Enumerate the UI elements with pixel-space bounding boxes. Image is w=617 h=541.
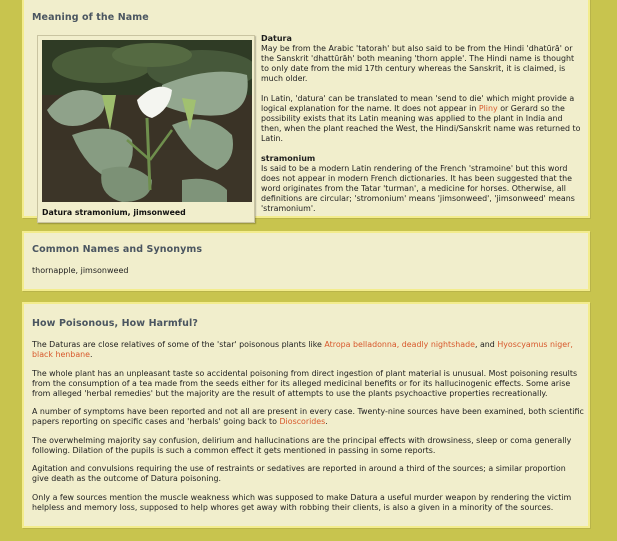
hyoscyamus-link[interactable]: Hyoscyamus niger, black henbane <box>32 340 573 359</box>
poison-paragraph-2: The whole plant has an unpleasant taste so accidental poisoning from direct ingestion of plant material is unusual. Most poisoning results from the consumption of a tea made from the seeds either for its alleged medicinal benefits or for its hallucinogenic effects. Some arise from alleged 'herbal remedies' but the majority are the result of attempts to use the plants psychoactive properties recreationally. <box>32 368 578 398</box>
stramonium-heading: stramonium <box>261 154 316 163</box>
text: or Gerard so the possibility exists that its Latin meaning was applied to the plant in India and then, when the plant reached the West, the Hindi/Sanskrit name was returned to Latin. <box>261 104 581 143</box>
text: . <box>325 417 328 426</box>
text: . <box>90 350 93 359</box>
datura-paragraph-1: May be from the Arabic 'tatorah' but also said to be from the Hindi 'dhatūrā' or the Sanskrit 'dhattūrāh' both meaning 'thorn apple'. The Hindi name is thought to only date from the mid 17th century whereas the Sanskrit, it is claimed, is much older. <box>261 44 575 83</box>
synonyms-text: thornapple, jimsonweed <box>32 266 129 275</box>
poison-paragraph-1 <box>32 340 584 360</box>
poison-paragraph-3 <box>32 407 584 427</box>
common-names-title: Common Names and Synonyms <box>32 244 203 255</box>
meaning-title: Meaning of the Name <box>32 12 149 23</box>
plant-figure <box>37 35 255 223</box>
text: , and <box>474 340 498 349</box>
atropa-link[interactable]: Atropa belladonna, deadly nightshade <box>324 340 475 349</box>
stramonium-paragraph: Is said to be a modern Latin rendering of the French 'stramoine' but this word does not appear in modern French dictionaries. It has been suggested that the word originates from the Tatar 'turman', a medicine for horses. Otherwise, all definitions are circular; 'stromonium' means 'jimsonweed', 'jimsonweed' means 'stramonium'. <box>261 164 575 213</box>
poison-paragraph-6: Only a few sources mention the muscle weakness which was supposed to make Datura a useful murder weapon by rendering the victim helpless and memory loss, supposed to help whores get away with robbing their clients, is also a given in a minority of the sources. <box>32 492 572 512</box>
pliny-link[interactable]: Pliny <box>478 104 498 113</box>
common-names-section <box>22 231 590 291</box>
poison-title: How Poisonous, How Harmful? <box>32 318 198 329</box>
text: A number of symptoms have been reported and not all are present in every case. Twenty-nine sources have been examined, both scientific papers reporting on specific cases and 'herbals' going back to <box>32 407 584 426</box>
plant-image-icon <box>42 40 252 202</box>
poison-text <box>32 340 584 521</box>
datura-heading: Datura <box>261 34 292 43</box>
meaning-section <box>22 0 590 218</box>
figure-caption: Datura stramonium, jimsonweed <box>42 208 186 217</box>
dioscorides-link[interactable]: Dioscorides <box>279 417 326 426</box>
poison-section <box>22 302 590 528</box>
text: In Latin, 'datura' can be translated to mean 'send to die' which might provide a logical explanation for the name. It does not appear in <box>261 94 575 113</box>
poison-paragraph-4: The overwhelming majority say confusion, delirium and hallucinations are the principal effects with drowsiness, sleep or coma generally following. Dilation of the pupils is such a common effect it gets mentioned in passing in some reports. <box>32 435 572 455</box>
datura-paragraph-2 <box>261 94 583 144</box>
name-meaning-text <box>261 34 583 224</box>
poison-paragraph-5: Agitation and convulsions requiring the use of restraints or sedatives are reported in around a third of the sources; a similar proportion give death as the outcome of Datura poisoning. <box>32 464 566 483</box>
datura-plant-photo <box>42 40 252 202</box>
text: The Daturas are close relatives of some of the 'star' poisonous plants like <box>32 340 325 349</box>
